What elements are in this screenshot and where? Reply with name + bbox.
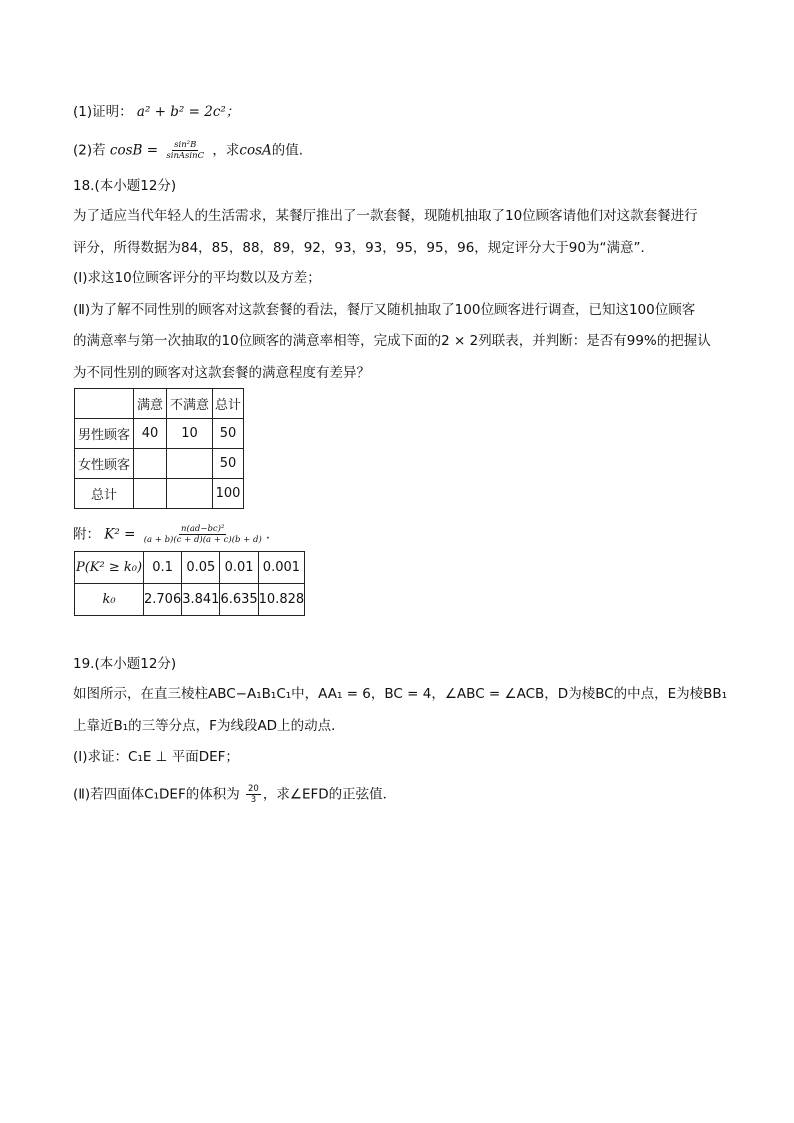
contingency-cell bbox=[167, 449, 213, 479]
contingency-cell: 50 bbox=[213, 449, 244, 479]
q17-part1 bbox=[73, 103, 239, 121]
contingency-cell bbox=[134, 479, 167, 509]
critical-cell: 10.828 bbox=[258, 584, 305, 616]
critical-cell: 2.706 bbox=[144, 584, 182, 616]
q17-part2-lhs: cosB = bbox=[109, 142, 159, 159]
contingency-cell: 总计 bbox=[75, 479, 134, 509]
critical-cell: 0.01 bbox=[220, 552, 258, 584]
q18-header: 18.(本小题12分) bbox=[73, 178, 177, 194]
appendix-fraction bbox=[142, 524, 264, 545]
q17-part2-prefix: (2)若 bbox=[73, 142, 106, 159]
contingency-cell bbox=[167, 479, 213, 509]
contingency-header-row bbox=[75, 389, 244, 419]
contingency-row-female bbox=[75, 449, 244, 479]
contingency-cell: 10 bbox=[167, 419, 213, 449]
contingency-header-cell: 不满意 bbox=[167, 389, 213, 419]
q19-fraction bbox=[246, 784, 261, 805]
q17-fraction-denominator: sinAsinC bbox=[166, 151, 205, 161]
q19-header: 19.(本小题12分) bbox=[73, 656, 177, 672]
q19-fraction-denominator: 3 bbox=[250, 795, 257, 805]
contingency-cell: 50 bbox=[213, 419, 244, 449]
q19-fraction-numerator: 20 bbox=[248, 784, 259, 794]
q19-part2-suffix: ，求∠EFD的正弦值． bbox=[262, 786, 397, 803]
contingency-cell: 男性顾客 bbox=[75, 419, 134, 449]
appendix-fraction-denominator: (a + b)(c + d)(a + c)(b + d) bbox=[143, 535, 262, 545]
q18-stem-line1: 为了适应当代年轻人的生活需求，某餐厅推出了一款套餐，现随机抽取了10位顾客请他们对这款套餐进行 bbox=[73, 208, 698, 224]
critical-cell: k₀ bbox=[75, 584, 144, 616]
contingency-row-male bbox=[75, 419, 244, 449]
q17-part2-target: cosA bbox=[239, 142, 272, 159]
q18-stem-line2: 评分，所得数据为84，85，88，89，92，93，93，95，95，96，规定评分大于90为“满意”． bbox=[73, 240, 654, 256]
q17-part2-end: 的值. bbox=[271, 142, 304, 159]
contingency-header-cell: 满意 bbox=[134, 389, 167, 419]
contingency-cell bbox=[134, 449, 167, 479]
critical-value-table bbox=[74, 551, 305, 616]
contingency-header-cell: 总计 bbox=[213, 389, 244, 419]
contingency-row-total bbox=[75, 479, 244, 509]
q17-part1-formula: a² + b² = 2c²； bbox=[136, 104, 240, 120]
q17-part2-suffix: ，求 bbox=[212, 142, 240, 159]
contingency-table bbox=[74, 388, 244, 509]
critical-row-probability bbox=[75, 552, 305, 584]
q19-stem-line1: 如图所示，在直三棱柱ABC−A₁B₁C₁中，AA₁ = 6，BC = 4，∠ABC = ∠ACB，D为棱BC的中点，E为棱BB₁ bbox=[73, 686, 728, 702]
critical-cell: 0.1 bbox=[144, 552, 182, 584]
contingency-cell: 40 bbox=[134, 419, 167, 449]
q18-part1: (Ⅰ)求这10位顾客评分的平均数以及方差； bbox=[73, 270, 321, 286]
appendix-lhs: K² = bbox=[104, 526, 136, 543]
critical-cell: 0.001 bbox=[258, 552, 305, 584]
q19-stem-line2: 上靠近B₁的三等分点，F为线段AD上的动点． bbox=[73, 718, 345, 734]
q19-part1: (Ⅰ)求证：C₁E ⊥ 平面DEF； bbox=[73, 749, 239, 765]
contingency-header-cell bbox=[75, 389, 134, 419]
q17-fraction-numerator: sin²B bbox=[174, 140, 197, 150]
appendix-end: . bbox=[265, 526, 271, 543]
q18-part2-line2: 的满意率与第一次抽取的10位顾客的满意率相等，完成下面的2 × 2列联表，并判断：是否有99%的把握认 bbox=[73, 333, 711, 349]
q18-part2-line3: 为不同性别的顾客对这款套餐的满意程度有差异？ bbox=[73, 365, 370, 381]
q19-part2-prefix: (Ⅱ)若四面体C₁DEF的体积为 bbox=[73, 786, 240, 803]
q17-fraction bbox=[164, 140, 206, 161]
q17-part2 bbox=[73, 140, 303, 161]
q18-part2-line1: (Ⅱ)为了解不同性别的顾客对这款套餐的看法，餐厅又随机抽取了100位顾客进行调查，已知这100位顾客 bbox=[73, 302, 696, 318]
critical-cell: 3.841 bbox=[182, 584, 220, 616]
critical-row-k0 bbox=[75, 584, 305, 616]
appendix-label: 附： bbox=[73, 526, 100, 543]
q19-part2 bbox=[73, 784, 396, 805]
contingency-cell: 女性顾客 bbox=[75, 449, 134, 479]
q17-part1-label: (1)证明： bbox=[73, 104, 133, 120]
contingency-cell: 100 bbox=[213, 479, 244, 509]
critical-cell: 0.05 bbox=[182, 552, 220, 584]
q18-appendix bbox=[73, 524, 270, 545]
appendix-fraction-numerator: n(ad−bc)² bbox=[181, 524, 225, 534]
critical-cell: P(K² ≥ k₀) bbox=[75, 552, 144, 584]
critical-cell: 6.635 bbox=[220, 584, 258, 616]
